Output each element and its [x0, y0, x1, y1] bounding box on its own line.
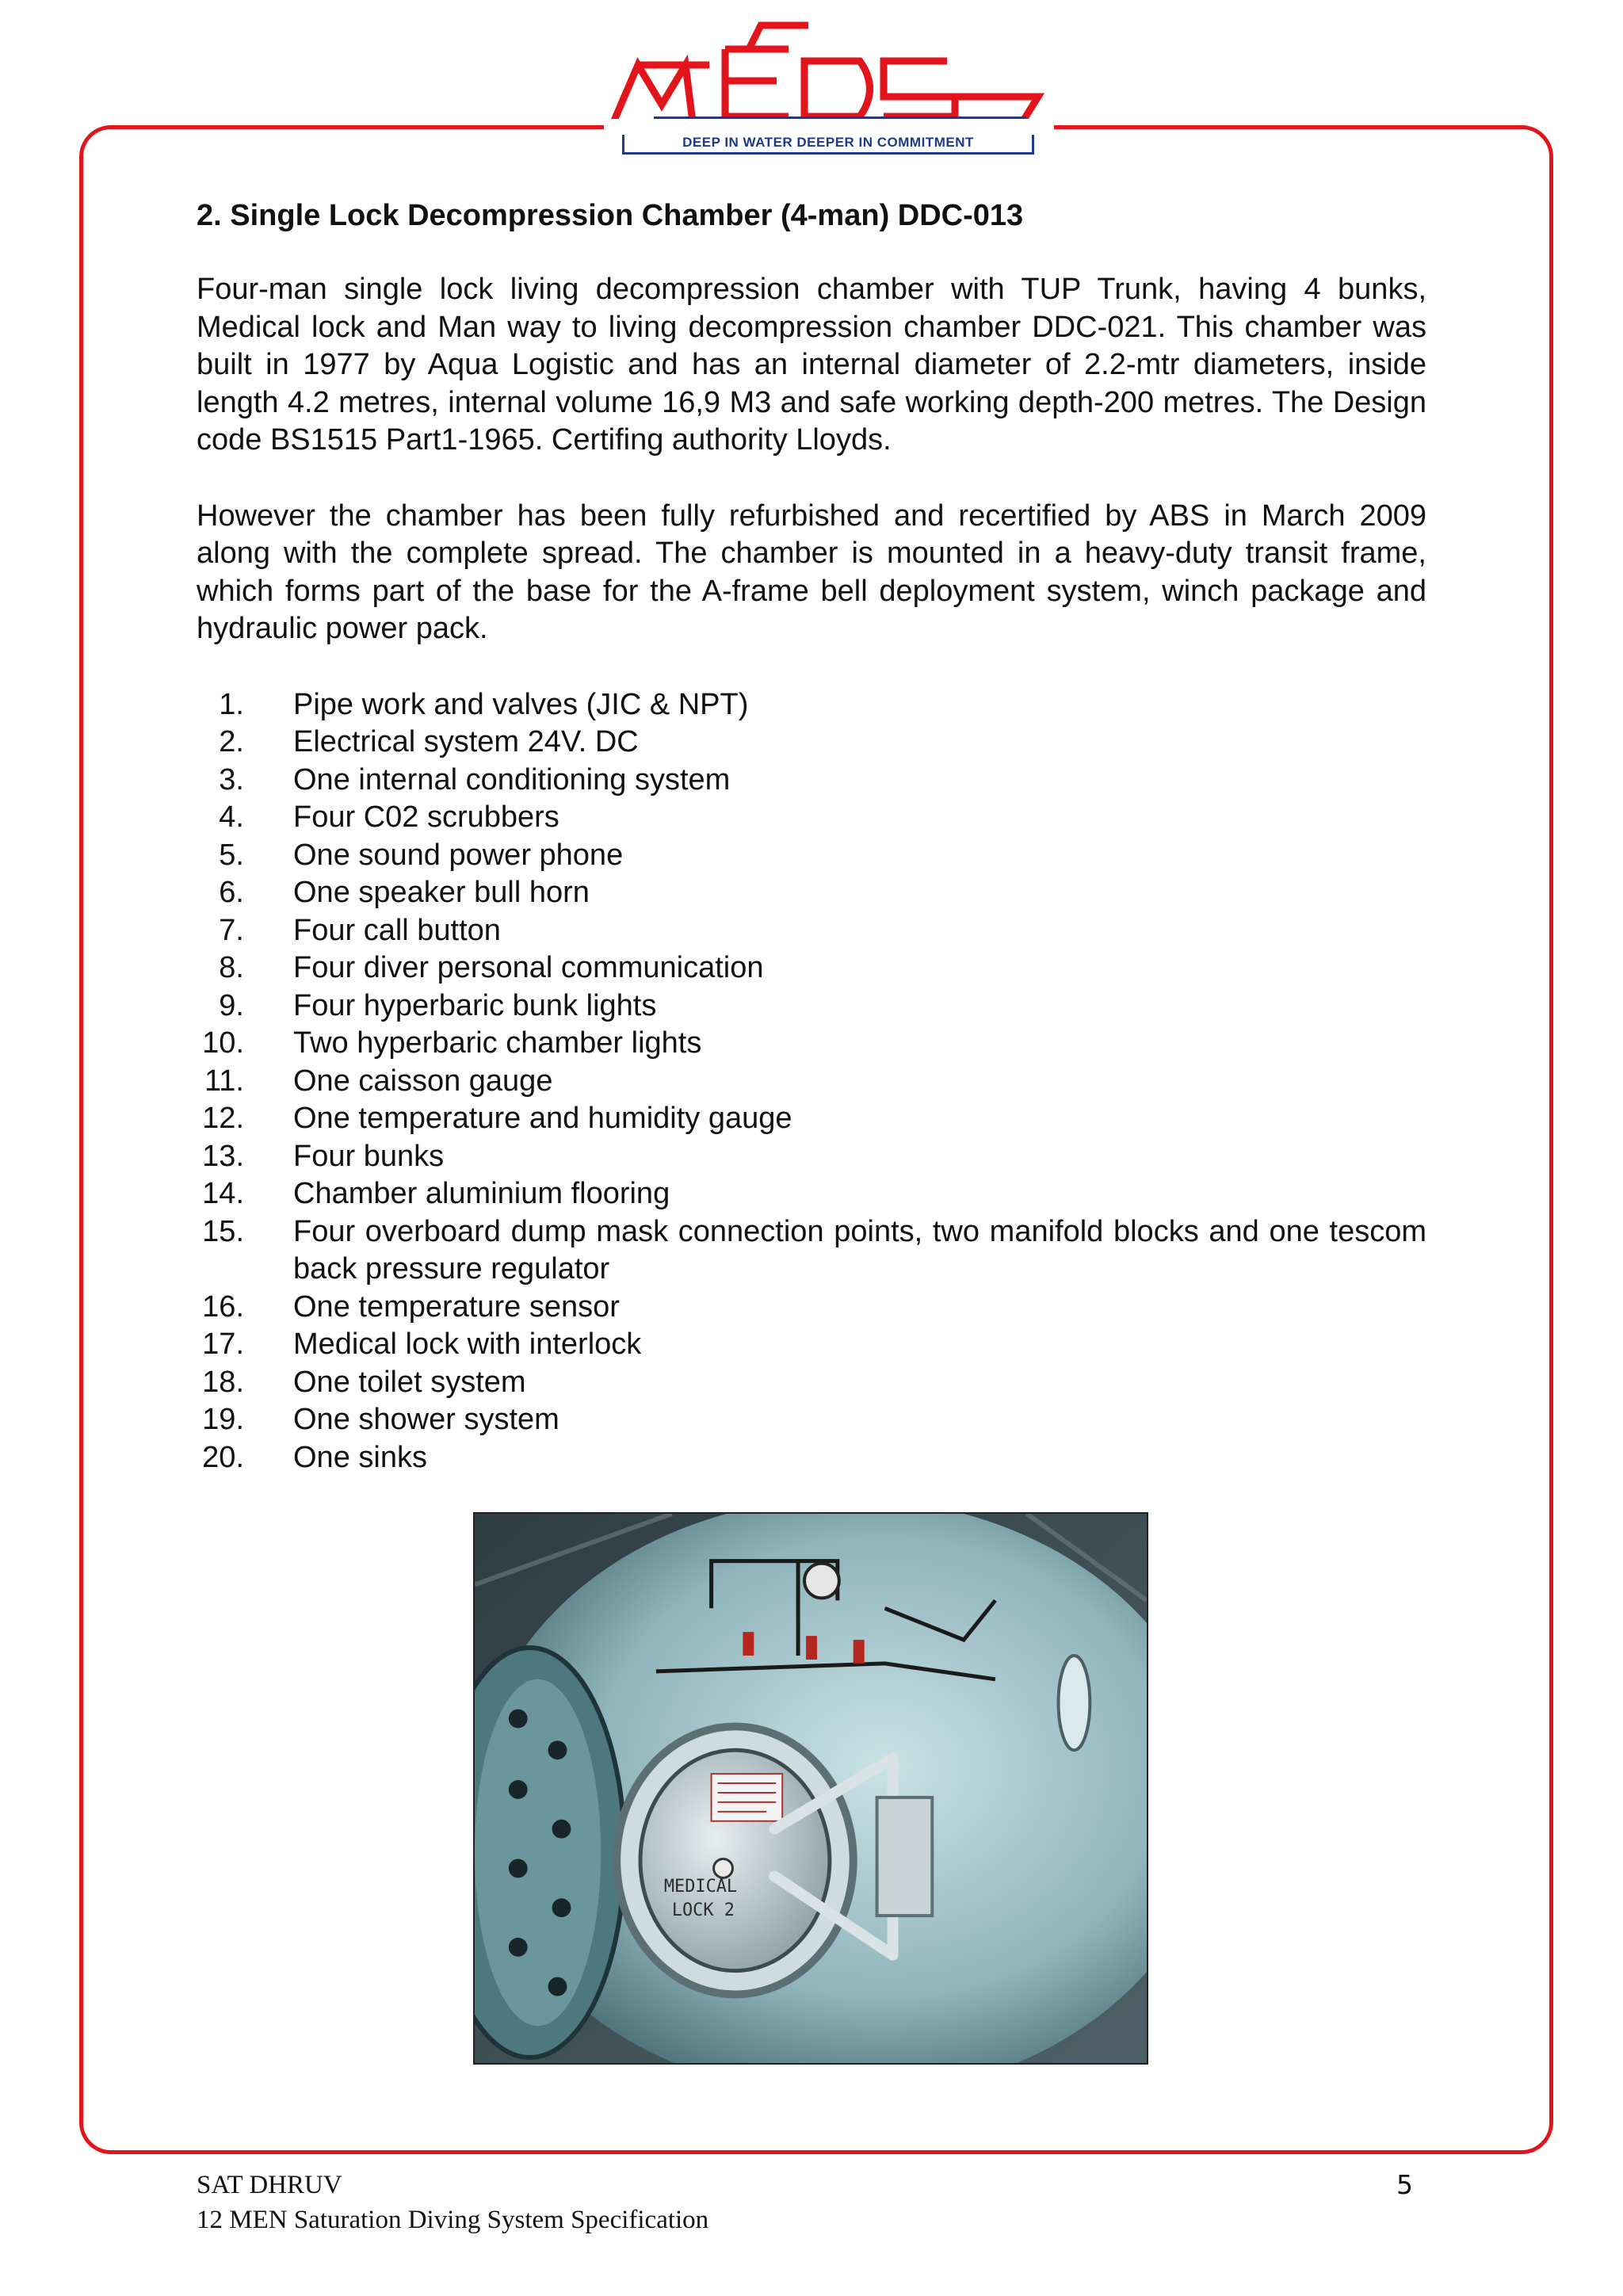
list-text: Two hyperbaric chamber lights [293, 1026, 702, 1060]
list-text: Pipe work and valves (JIC & NPT) [293, 687, 749, 721]
list-number: 11. [204, 1064, 244, 1098]
section-heading: 2. Single Lock Decompression Chamber (4-man) DDC-013 [197, 199, 1024, 232]
list-number: 3. [219, 762, 244, 797]
list-item [197, 1100, 1426, 1138]
equipment-list [197, 686, 1426, 1477]
list-item [197, 686, 1426, 724]
logo-tagline: DEEP IN WATER DEEPER IN COMMITMENT [622, 131, 1034, 155]
list-item [197, 1138, 1426, 1176]
list-text: One speaker bull horn [293, 876, 590, 909]
list-number: 2. [219, 725, 244, 758]
list-number: 6. [219, 876, 244, 909]
list-item [197, 1439, 1426, 1477]
list-item [197, 1213, 1426, 1289]
list-number: 20. [202, 1440, 244, 1474]
list-text: Four hyperbaric bunk lights [293, 988, 657, 1022]
list-text: One sound power phone [293, 838, 624, 872]
list-text: One shower system [293, 1403, 559, 1436]
list-item [197, 1289, 1426, 1327]
list-item [197, 799, 1426, 837]
main-content [197, 197, 1426, 1477]
list-text: Four diver personal communication [293, 951, 764, 984]
list-text: Four overboard dump mask connection points, two manifold blocks and one tescom back pressure regulator [293, 1214, 1426, 1286]
list-number: 18. [202, 1365, 244, 1399]
list-text: One caisson gauge [293, 1064, 553, 1098]
list-item [197, 724, 1426, 762]
photo-door-label-2: LOCK 2 [671, 1901, 735, 1921]
list-item [197, 949, 1426, 988]
list-item [197, 1364, 1426, 1402]
list-number: 19. [202, 1403, 244, 1436]
list-item [197, 1326, 1426, 1364]
list-text: One sinks [293, 1440, 427, 1474]
list-number: 5. [219, 838, 244, 872]
list-number: 15. [202, 1214, 244, 1248]
list-number: 12. [202, 1102, 244, 1135]
list-number: 1. [219, 687, 244, 721]
list-item [197, 1063, 1426, 1101]
list-number: 16. [202, 1289, 244, 1324]
list-item [197, 912, 1426, 950]
paragraph-refurbishment: However the chamber has been fully refurbished and recertified by ABS in March 2009 along with the complete spread. The chamber is mounted in a heavy-duty transit frame, which forms part of the base for the A-frame bell deployment system, winch package and hydraulic power pack. [197, 499, 1426, 645]
footer-subtitle: 12 MEN Saturation Diving System Specification [197, 2206, 709, 2234]
list-item [197, 988, 1426, 1026]
list-number: 9. [219, 988, 244, 1022]
list-number: 4. [219, 800, 244, 834]
list-text: Electrical system 24V. DC [293, 725, 639, 758]
list-text: Four bunks [293, 1139, 445, 1173]
footer-title: SAT DHRUV [197, 2171, 342, 2199]
page-border-gap [604, 119, 1054, 135]
list-text: One temperature sensor [293, 1289, 620, 1324]
list-number: 14. [202, 1177, 244, 1210]
list-number: 17. [202, 1328, 244, 1361]
list-text: Four call button [293, 913, 501, 947]
list-item [197, 762, 1426, 800]
list-text: One internal conditioning system [293, 762, 731, 797]
footer [197, 2168, 708, 2237]
list-text: Four C02 scrubbers [293, 800, 559, 834]
paragraph-description: Four-man single lock living decompression chamber with TUP Trunk, having 4 bunks, Medical lock and Man way to living decompression chamber DDC-021. This chamber was built in 1977 by Aqua Logistic and has an internal diameter of 2.2-mtr diameters, inside length 4.2 metres, internal volume 16,9 M3 and safe working depth-200 metres. The Design code BS1515 Part1-1965. Certifing authority Lloyds. [197, 273, 1426, 457]
list-number: 7. [219, 913, 244, 947]
list-item [197, 837, 1426, 875]
list-item [197, 1175, 1426, 1213]
list-item [197, 874, 1426, 912]
list-text: Medical lock with interlock [293, 1328, 642, 1361]
list-text: One temperature and humidity gauge [293, 1102, 792, 1135]
list-text: One toilet system [293, 1365, 526, 1399]
list-number: 8. [219, 951, 244, 984]
list-item [197, 1025, 1426, 1063]
page-number: 5 [1396, 2169, 1413, 2200]
list-text: Chamber aluminium flooring [293, 1177, 670, 1210]
chamber-photo [473, 1512, 1148, 2065]
list-number: 10. [202, 1026, 244, 1060]
photo-door-label-1: MEDICAL [663, 1877, 738, 1897]
list-item [197, 1401, 1426, 1439]
list-number: 13. [202, 1139, 244, 1173]
